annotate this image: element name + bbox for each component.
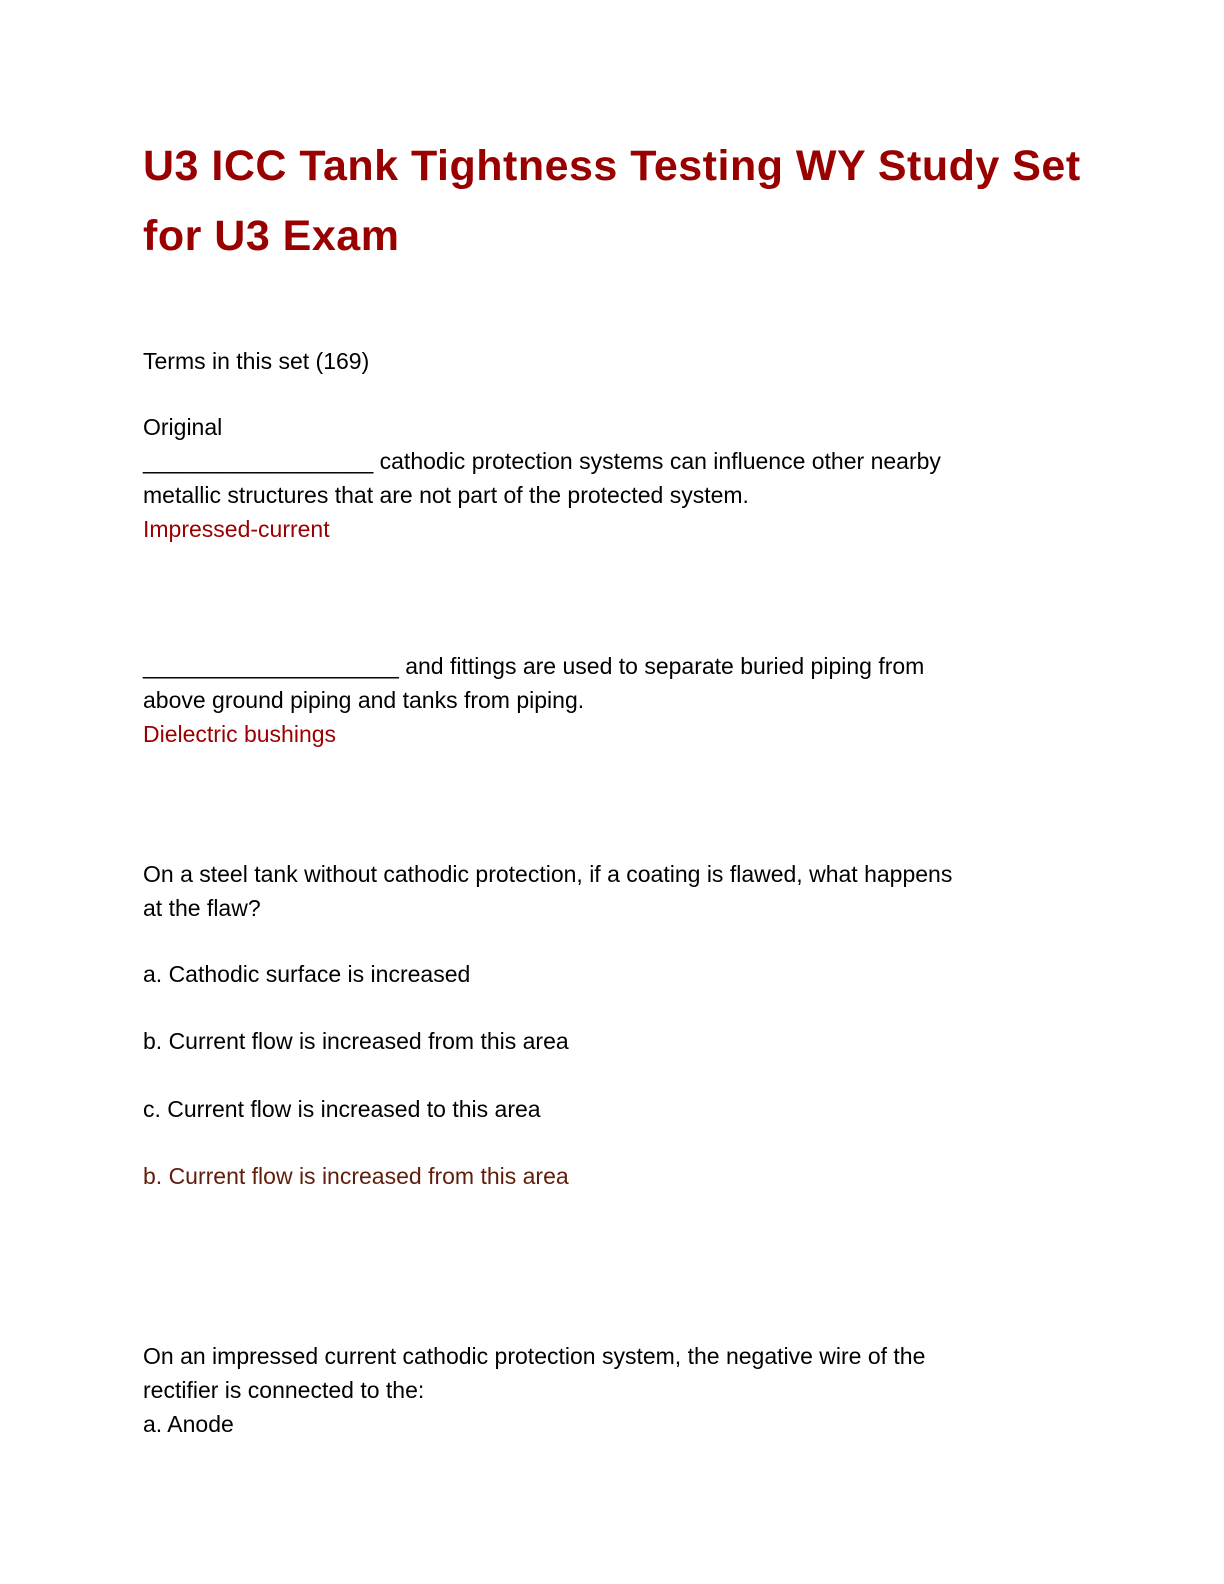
- question-line: On a steel tank without cathodic protection, if a coating is flawed, what happens: [143, 861, 953, 887]
- answer-option-c: c. Current flow is increased to this area: [143, 1096, 541, 1122]
- answer-option-a: a. Anode: [143, 1411, 234, 1437]
- term-card-1: [143, 410, 1133, 546]
- term-answer: Dielectric bushings: [143, 721, 337, 747]
- question-line: rectifier is connected to the:: [143, 1377, 425, 1403]
- question-line: metallic structures that are not part of the protected system.: [143, 482, 749, 508]
- question-line: above ground piping and tanks from piping.: [143, 687, 585, 713]
- question-line: ____________________ and fittings are used to separate buried piping from: [143, 653, 925, 679]
- term-original-label: Original: [143, 414, 223, 440]
- answer-option-b: b. Current flow is increased from this area: [143, 1028, 569, 1054]
- question-line: at the flaw?: [143, 895, 261, 921]
- term-card-4: [143, 1339, 1133, 1441]
- term-card-2: [143, 649, 1133, 751]
- document-title: U3 ICC Tank Tightness Testing WY Study Set for U3 Exam: [143, 142, 1081, 260]
- term-answer: Impressed-current: [143, 516, 330, 542]
- question-line: __________________ cathodic protection systems can influence other nearby: [143, 448, 941, 474]
- answer-option-a: a. Cathodic surface is increased: [143, 961, 471, 987]
- term-answer: b. Current flow is increased from this area: [143, 1163, 569, 1189]
- term-card-3-question: [143, 857, 1133, 925]
- terms-count-label: Terms in this set (169): [143, 348, 370, 374]
- question-line: On an impressed current cathodic protection system, the negative wire of the: [143, 1343, 926, 1369]
